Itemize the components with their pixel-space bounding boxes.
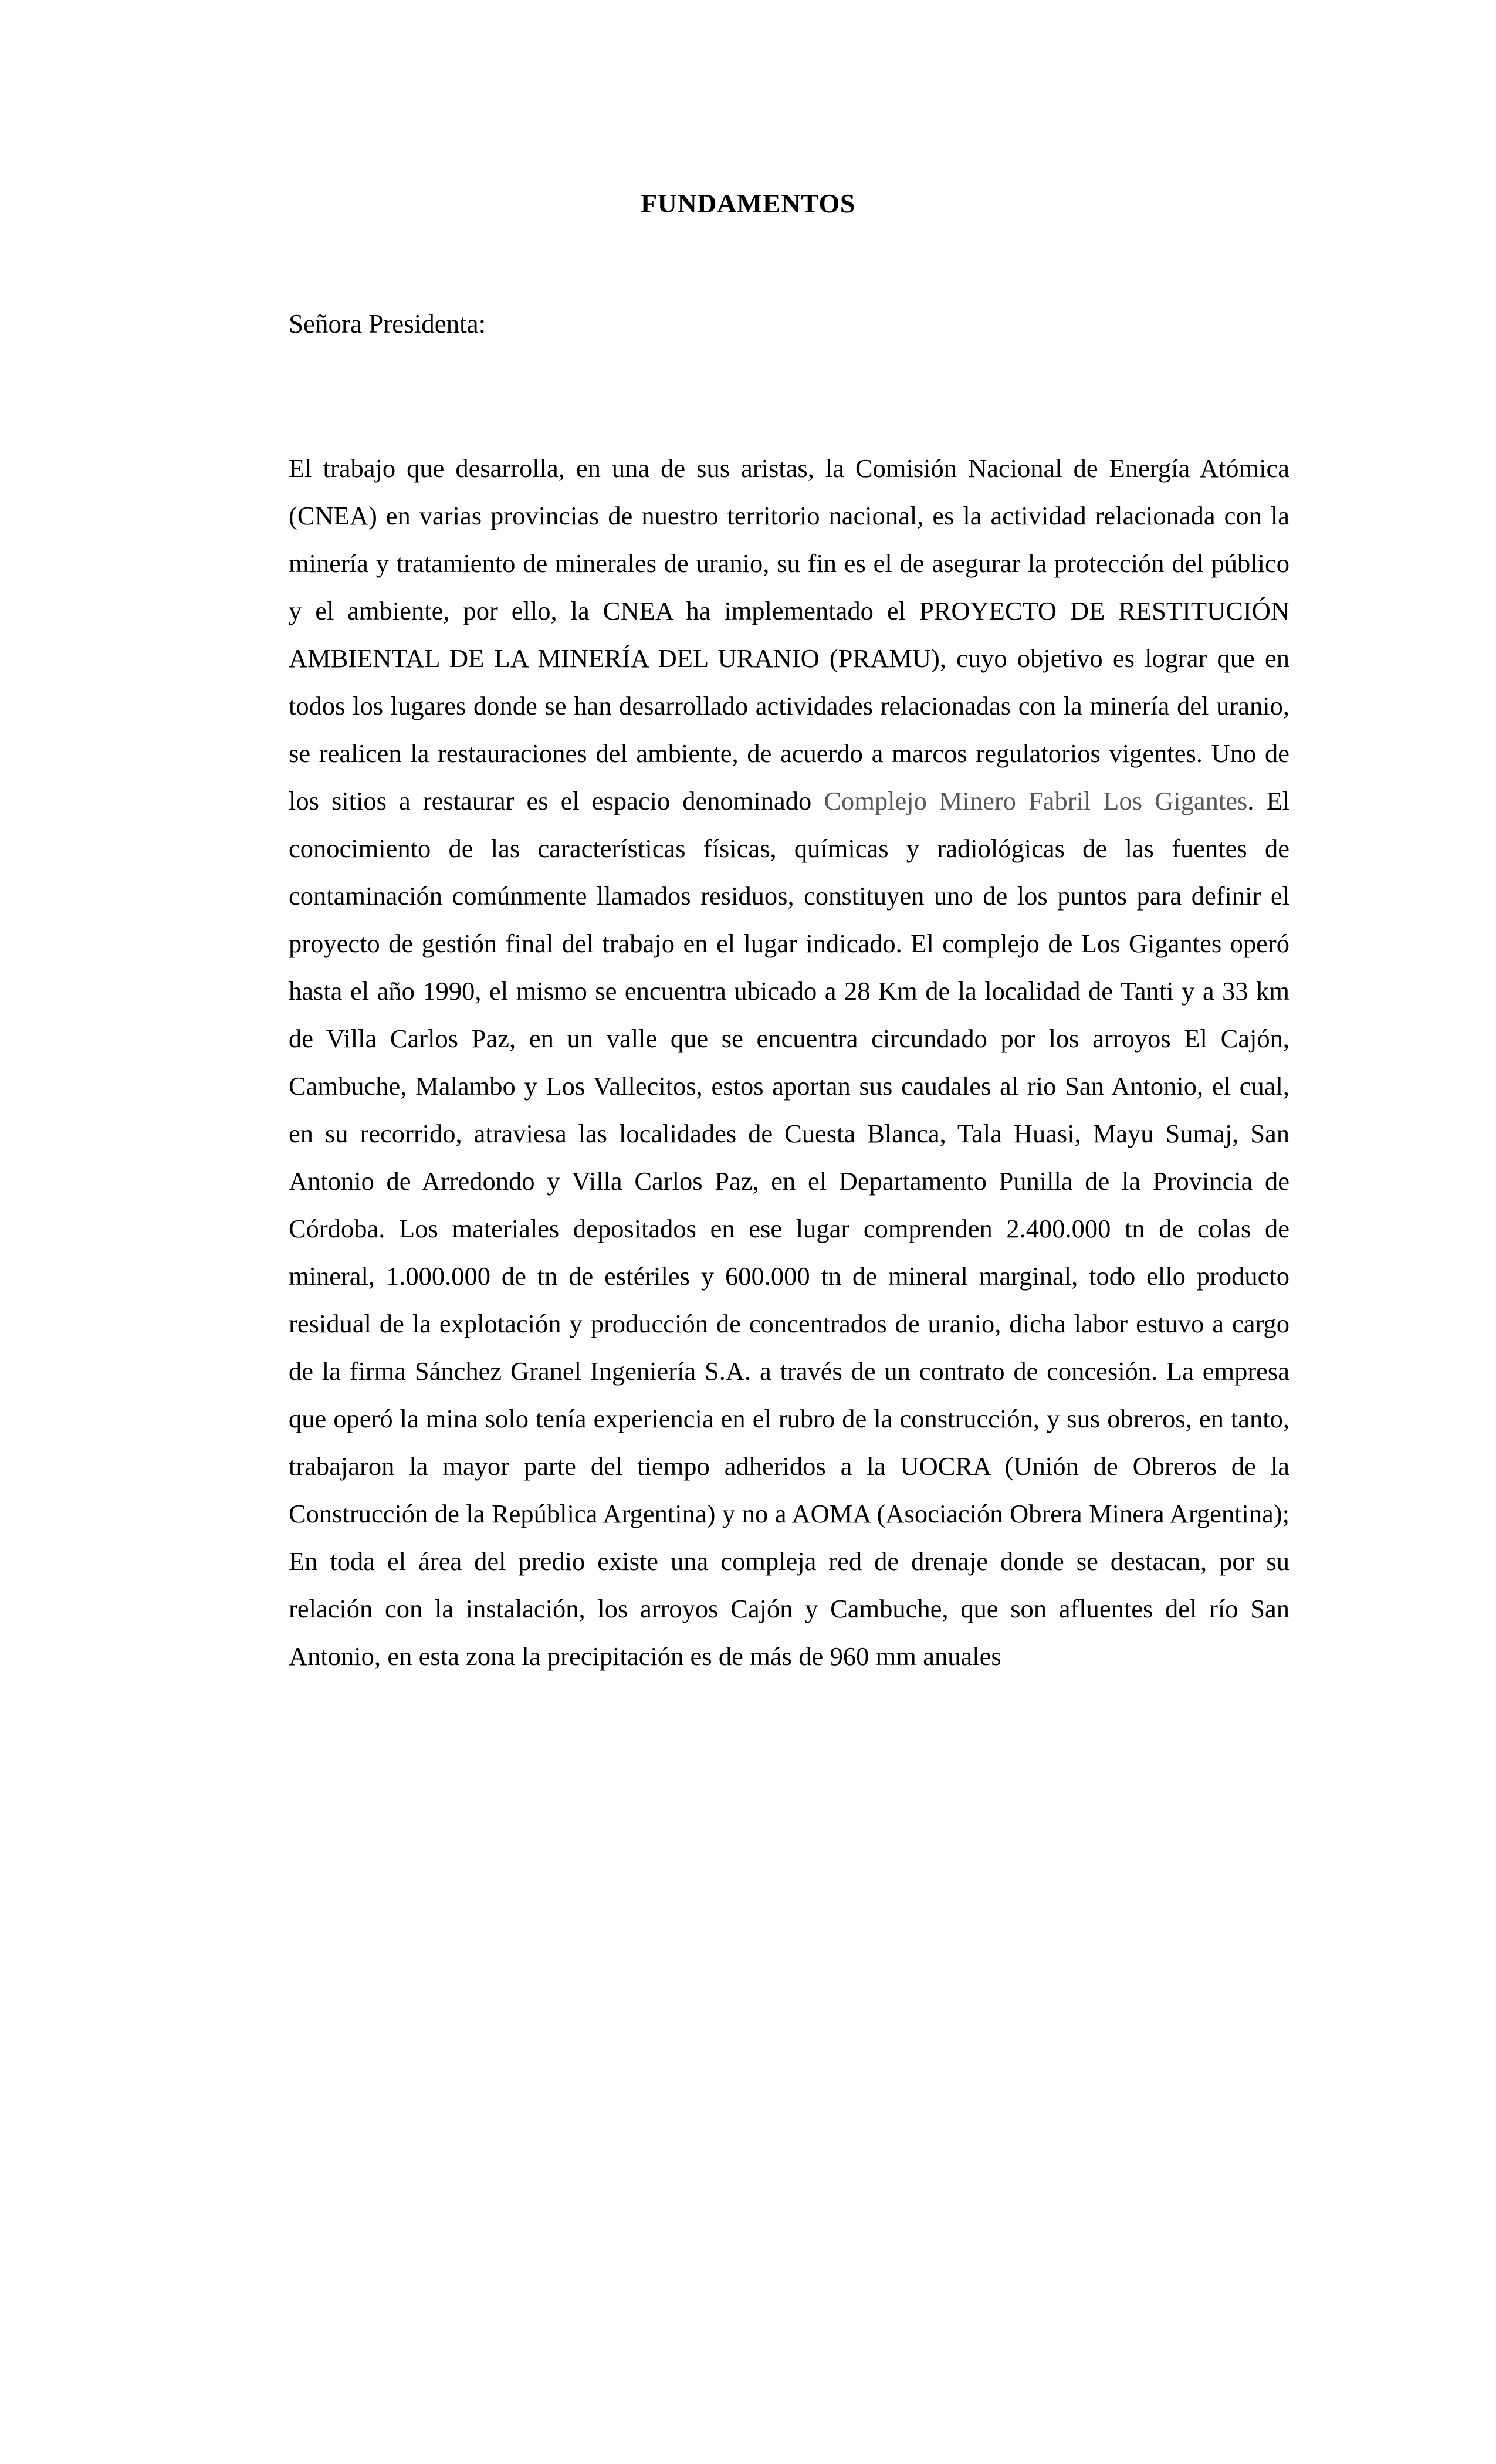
page-title: FUNDAMENTOS [640, 188, 856, 218]
highlighted-site-name: Complejo Minero Fabril Los Gigantes [824, 786, 1248, 815]
body-text-block [289, 445, 1289, 1680]
body-paragraph [289, 445, 1289, 1680]
salutation-line: Señora Presidenta: [289, 309, 486, 339]
body-text-segment-1: El trabajo que desarrolla, en una de sus aristas, la Comisión Nacional de Energía Atómica (CNEA) en varias provincias de nuestro territorio nacional, es la actividad relacionada con la minería y tratamiento de minerales de uranio, su fin es el de asegurar la protección del público y el ambiente, por ello, la CNEA ha implementado el PROYECTO DE RESTITUCIÓN AMBIENTAL DE LA MINERÍA DEL URANIO (PRAMU), cuyo objetivo es lograr que en todos los lugares donde se han desarrollado actividades relacionadas con la minería del uranio, se realicen la restauraciones del ambiente, de acuerdo a marcos regulatorios vigentes. Uno de los sitios a restaurar es el espacio denominado [289, 453, 1289, 815]
body-text-segment-2: . El conocimiento de las características físicas, químicas y radiológicas de las fuentes de contaminación comúnmente llamados residuos, constituyen uno de los puntos para definir el proyecto de gestión final del trabajo en el lugar indicado. El complejo de Los Gigantes operó hasta el año 1990, el mismo se encuentra ubicado a 28 Km de la localidad de Tanti y a 33 km de Villa Carlos Paz, en un valle que se encuentra circundado por los arroyos El Cajón, Cambuche, Malambo y Los Vallecitos, estos aportan sus caudales al rio San Antonio, el cual, en su recorrido, atraviesa las localidades de Cuesta Blanca, Tala Huasi, Mayu Sumaj, San Antonio de Arredondo y Villa Carlos Paz, en el Departamento Punilla de la Provincia de Córdoba. Los materiales depositados en ese lugar comprenden 2.400.000 tn de colas de mineral, 1.000.000 de tn de estériles y 600.000 tn de mineral marginal, todo ello producto residual de la explotación y producción de concentrados de uranio, dicha labor estuvo a cargo de la firma Sánchez Granel Ingeniería S.A. a través de un contrato de concesión. La empresa que operó la mina solo tenía experiencia en el rubro de la construcción, y sus obreros, en tanto, trabajaron la mayor parte del tiempo adheridos a la UOCRA (Unión de Obreros de la Construcción de la República Argentina) y no a AOMA (Asociación Obrera Minera Argentina); En toda el área del predio existe una compleja red de drenaje donde se destacan, por su relación con la instalación, los arroyos Cajón y Cambuche, que son afluentes del río San Antonio, en esta zona la precipitación es de más de 960 mm anuales [289, 786, 1290, 1671]
